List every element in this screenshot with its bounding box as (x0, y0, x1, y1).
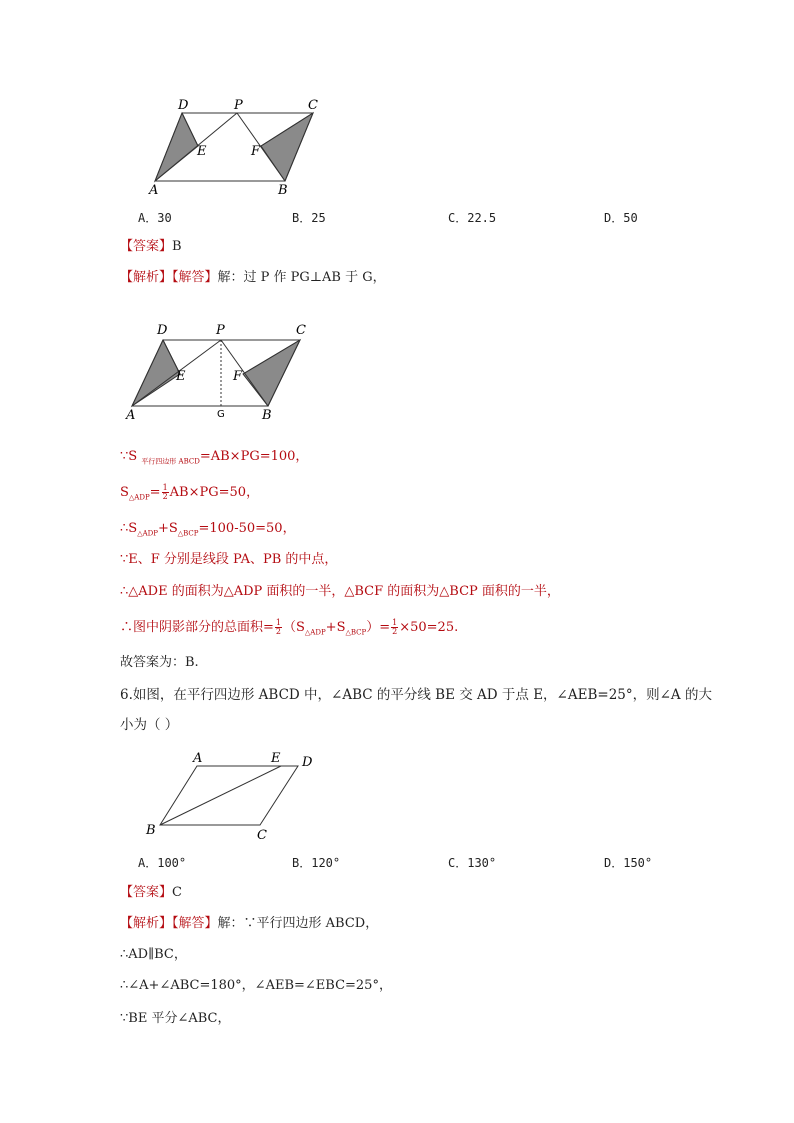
q5-line-6 (120, 619, 458, 641)
fraction-half (391, 619, 398, 636)
text: +S (157, 521, 178, 536)
shaded-triangle-bcf (261, 113, 313, 181)
figure-parallelogram-1 (145, 95, 335, 200)
label-A: A (193, 751, 203, 766)
label-C: C (257, 828, 267, 842)
fraction-half (162, 484, 169, 501)
subscript: △ADP (128, 493, 150, 502)
subscript: 平行四边形 ABCD (141, 457, 200, 466)
text: ∴S (120, 521, 138, 536)
q5-option-c: C．22.5 (448, 211, 497, 225)
text: AB×PG=50， (169, 485, 260, 500)
q5-analysis-line (120, 270, 386, 286)
text: =100-50=50， (198, 521, 296, 536)
analysis-intro: 解：∵平行四边形 ABCD， (217, 916, 379, 931)
numerator: 1 (392, 618, 398, 627)
text: ×50=25. (399, 620, 459, 635)
label-B: B (278, 183, 288, 198)
text: ∴图中阴影部分的总面积= (120, 620, 274, 635)
text: S (120, 485, 129, 500)
text: =AB×PG=100， (199, 449, 309, 464)
q6-option-c: C．130° (448, 856, 497, 870)
subscript: △ADP (137, 529, 158, 538)
shaded-triangle-ade (155, 113, 198, 181)
shaded-triangle-ade (132, 340, 180, 406)
q5-line-3 (120, 521, 296, 542)
denominator: 2 (392, 627, 398, 636)
label-C: C (296, 323, 306, 338)
label-E: E (176, 369, 186, 384)
label-E: E (271, 751, 281, 766)
q6-answer-line (120, 885, 182, 901)
answer-value: B (172, 239, 182, 254)
q6-line-1: ∴AD∥BC， (120, 947, 187, 962)
label-E: E (197, 144, 207, 159)
q5-answer-line (120, 239, 182, 255)
analysis-tag: 【解析】【解答】 (120, 270, 218, 285)
q5-line-4: ∵E、F 分别是线段 PA、PB 的中点， (120, 552, 338, 567)
label-A: A (149, 183, 159, 198)
label-A: A (126, 408, 136, 423)
text: +S (325, 620, 346, 635)
shaded-triangle-bcf (243, 340, 300, 406)
label-F: F (233, 369, 243, 384)
label-G: G (217, 409, 225, 420)
analysis-intro: 解：过 P 作 PG⊥AB 于 G， (217, 270, 386, 285)
text: ∵S (120, 449, 142, 464)
label-D: D (157, 323, 168, 338)
label-P: P (234, 98, 243, 113)
figure-parallelogram-3 (140, 746, 330, 842)
label-P: P (216, 323, 225, 338)
answer-value: C (172, 885, 182, 900)
fraction-half (275, 619, 282, 636)
q6-stem-line-2: 小为（ ） (120, 717, 179, 733)
answer-tag: 【答案】 (120, 885, 173, 900)
subscript: △BCP (177, 529, 199, 538)
q5-conclusion: 故答案为：B. (120, 655, 199, 670)
text: = (149, 485, 161, 500)
label-B: B (262, 408, 272, 423)
q6-option-a: A．100° (138, 856, 187, 870)
answer-tag: 【答案】 (120, 239, 173, 254)
q6-line-2: ∴∠A+∠ABC=180°，∠AEB=∠EBC=25°， (120, 978, 392, 993)
q5-line-1 (120, 449, 308, 470)
text: ）= (366, 620, 391, 635)
label-D: D (302, 755, 313, 770)
label-C: C (308, 98, 318, 113)
numerator: 1 (162, 483, 168, 492)
q5-option-b: B．25 (292, 211, 326, 225)
analysis-tag: 【解析】【解答】 (120, 916, 218, 931)
q5-line-2 (120, 484, 259, 506)
subscript: △ADP (304, 628, 326, 637)
label-B: B (146, 823, 156, 838)
denominator: 2 (162, 492, 168, 501)
q6-stem-line-1: 6.如图，在平行四边形 ABCD 中，∠ABC 的平分线 BE 交 AD 于点 E，∠AEB=25°，则∠A 的大 (120, 687, 712, 703)
subscript: △BCP (345, 628, 367, 637)
q6-option-b: B．120° (292, 856, 341, 870)
q5-line-5: ∴△ADE 的面积为△ADP 面积的一半，△BCF 的面积为△BCP 面积的一半， (120, 584, 560, 599)
text: （S (283, 620, 305, 635)
denominator: 2 (275, 627, 281, 636)
label-D: D (178, 98, 189, 113)
q6-line-3: ∵BE 平分∠ABC， (120, 1011, 231, 1026)
q5-option-d: D．50 (604, 211, 638, 225)
figure-parallelogram-2 (120, 318, 320, 423)
q6-analysis-line (120, 916, 378, 932)
numerator: 1 (275, 618, 281, 627)
label-F: F (251, 144, 261, 159)
q5-option-a: A．30 (138, 211, 172, 225)
q6-option-d: D．150° (604, 856, 653, 870)
